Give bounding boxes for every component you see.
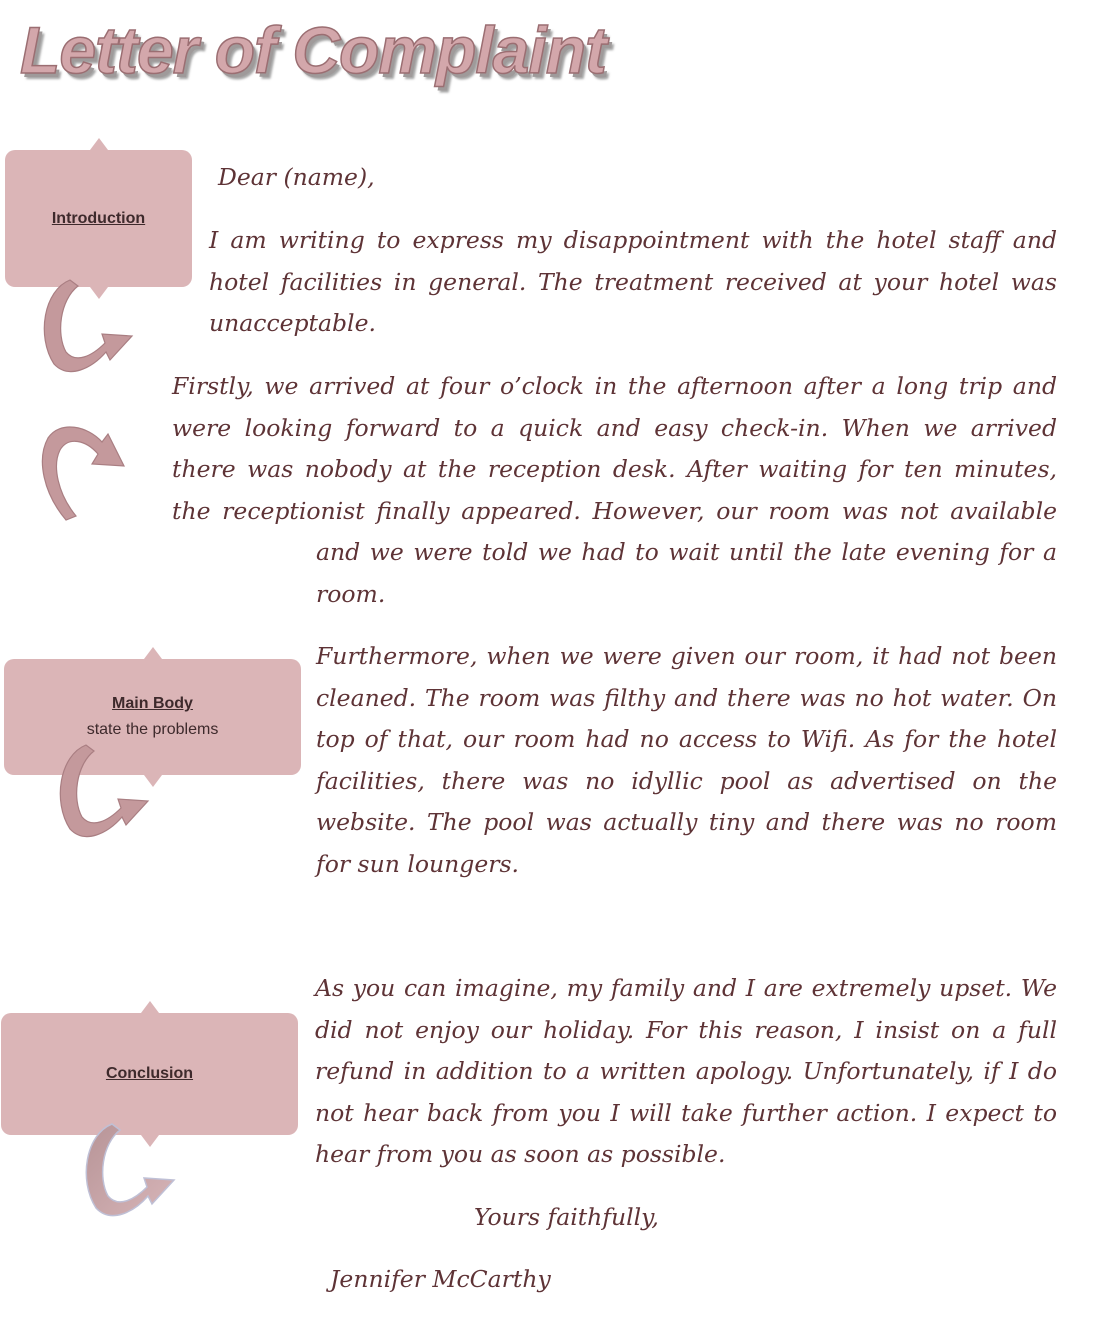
conclusion-label: Conclusion [105,1065,194,1082]
curved-arrow-icon [30,420,130,525]
body-paragraph-1-part-2: and we were told we had to wait until the late evening for a room. [316,538,1057,608]
curved-arrow-icon [66,1120,181,1230]
body-paragraph-2: Furthermore, when we were given our room, it had not been cleaned. The room was filthy and there was no hot water. On top of that, our room had no access to Wifi. As for the hotel facilities, there was no idyllic pool as advertised on the website. The pool was actually tiny and there was no room for sun loungers. [316,642,1057,878]
curved-arrow-icon [24,276,139,386]
page-title: Letter of Complaint [20,13,606,87]
curved-arrow-icon [40,741,155,851]
introduction-paragraph: I am writing to express my disappointment with the hotel staff and hotel facilities in general. The treatment received at your hotel was unacceptable. [209,226,1057,338]
closing: Yours faithfully, [474,1203,659,1231]
main-body-label: Main Body [112,695,193,712]
greeting: Dear (name), [218,163,375,191]
main-body-note: state the problems [86,721,219,738]
introduction-callout [5,150,192,287]
conclusion-paragraph: As you can imagine, my family and I are extremely upset. We did not enjoy our holiday. For this reason, I insist on a full refund in addition to a written apology. Unfortunately, if I do not hear back from you I will take further action. I expect to hear from you as soon as possible. [315,974,1057,1169]
conclusion-callout [1,1013,298,1135]
signature: Jennifer McCarthy [330,1265,551,1293]
introduction-label: Introduction [51,209,146,227]
body-paragraph-1-part-1: Firstly, we arrived at four o’clock in the afternoon after a long trip and were looking forward to a quick and easy check-in. When we arrived there was nobody at the reception desk. After waiting for ten minutes, the receptionist finally appeared. However, our room was not available [172,372,1057,525]
